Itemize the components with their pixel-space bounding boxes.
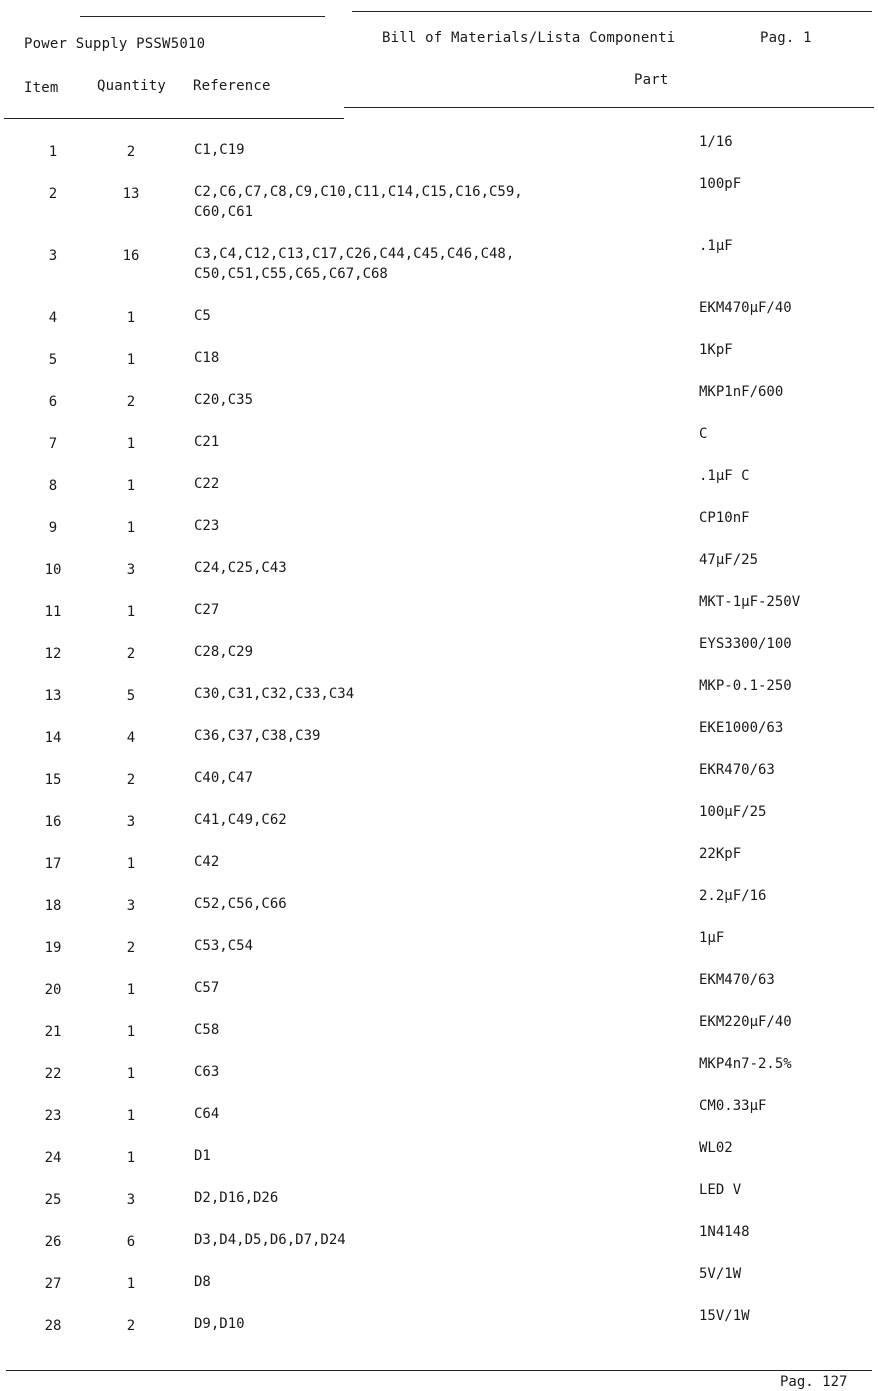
reference-line: C36,C37,C38,C39 (194, 728, 321, 744)
quantity: 3 (126, 1192, 136, 1208)
reference-designators (194, 852, 634, 872)
table-row (0, 162, 878, 224)
reference-designators (194, 244, 634, 284)
quantity: 1 (126, 310, 136, 326)
reference-designators (194, 1062, 634, 1082)
quantity: 1 (126, 436, 136, 452)
reference-designators (194, 894, 634, 914)
quantity: 5 (126, 688, 136, 704)
reference-designators (194, 1020, 634, 1040)
reference-line: C5 (194, 308, 211, 324)
quantity: 3 (126, 814, 136, 830)
table-row (0, 622, 878, 664)
quantity: 4 (126, 730, 136, 746)
column-header-part: Part (634, 72, 669, 88)
table-row (0, 1252, 878, 1294)
quantity: 1 (126, 352, 136, 368)
footer-rule (6, 1370, 872, 1371)
part-value: MKP-0.1-250 (699, 678, 792, 694)
item-number: 5 (48, 352, 58, 368)
reference-designators (194, 1272, 634, 1292)
reference-designators (194, 306, 634, 326)
reference-line: C18 (194, 350, 220, 366)
reference-line: D9,D10 (194, 1316, 245, 1332)
table-row (0, 748, 878, 790)
table-row (0, 664, 878, 706)
reference-line: C1,C19 (194, 142, 245, 158)
table-row (0, 790, 878, 832)
table-row (0, 958, 878, 1000)
quantity: 2 (126, 394, 136, 410)
part-value: EKM220µF/40 (699, 1014, 792, 1030)
reference-line: C58 (194, 1022, 220, 1038)
table-row (0, 328, 878, 370)
reference-designators (194, 182, 634, 222)
item-number: 14 (44, 730, 62, 746)
part-value: 100pF (699, 176, 742, 192)
item-number: 15 (44, 772, 62, 788)
table-row (0, 1210, 878, 1252)
reference-designators (194, 600, 634, 620)
reference-line: C30,C31,C32,C33,C34 (194, 686, 355, 702)
part-value: LED V (699, 1182, 742, 1198)
header-rule-right (344, 107, 874, 108)
part-value: 1KpF (699, 342, 733, 358)
reference-designators (194, 936, 634, 956)
table-row (0, 1168, 878, 1210)
item-number: 19 (44, 940, 62, 956)
item-number: 7 (48, 436, 58, 452)
table-row (0, 1294, 878, 1336)
reference-designators (194, 1104, 634, 1124)
item-number: 26 (44, 1234, 62, 1250)
quantity: 1 (126, 856, 136, 872)
reference-line: C28,C29 (194, 644, 254, 660)
table-row (0, 580, 878, 622)
item-number: 16 (44, 814, 62, 830)
table-row (0, 1000, 878, 1042)
item-number: 6 (48, 394, 58, 410)
reference-line-continued: C60,C61 (194, 204, 254, 220)
part-value: WL02 (699, 1140, 733, 1156)
quantity: 1 (126, 982, 136, 998)
header-rule-left (4, 118, 344, 119)
part-value: MKT-1µF-250V (699, 594, 801, 610)
reference-line: D3,D4,D5,D6,D7,D24 (194, 1232, 346, 1248)
reference-line: C42 (194, 854, 220, 870)
part-value: 15V/1W (699, 1308, 750, 1324)
part-value: MKP1nF/600 (699, 384, 784, 400)
reference-designators (194, 474, 634, 494)
table-row (0, 706, 878, 748)
item-number: 17 (44, 856, 62, 872)
quantity: 16 (122, 248, 140, 264)
item-number: 8 (48, 478, 58, 494)
quantity: 2 (126, 772, 136, 788)
reference-line: C64 (194, 1106, 220, 1122)
page-number-footer: Pag. 127 (780, 1374, 848, 1390)
item-number: 18 (44, 898, 62, 914)
document-title: Bill of Materials/Lista Componenti (382, 30, 676, 46)
reference-line: C40,C47 (194, 770, 254, 786)
reference-line: C22 (194, 476, 220, 492)
table-row (0, 120, 878, 162)
table-row (0, 496, 878, 538)
reference-line: C2,C6,C7,C8,C9,C10,C11,C14,C15,C16,C59, (194, 184, 523, 200)
item-number: 23 (44, 1108, 62, 1124)
part-value: .1µF (699, 238, 733, 254)
part-value: 22KpF (699, 846, 742, 862)
quantity: 2 (126, 144, 136, 160)
part-value: 47µF/25 (699, 552, 759, 568)
item-number: 12 (44, 646, 62, 662)
item-number: 20 (44, 982, 62, 998)
reference-line: C27 (194, 602, 220, 618)
reference-line: C21 (194, 434, 220, 450)
item-number: 9 (48, 520, 58, 536)
reference-line: C41,C49,C62 (194, 812, 287, 828)
reference-designators (194, 1188, 634, 1208)
reference-designators (194, 684, 634, 704)
part-value: 1µF (699, 930, 725, 946)
reference-line: C63 (194, 1064, 220, 1080)
table-row (0, 1042, 878, 1084)
item-number: 1 (48, 144, 58, 160)
part-value: CP10nF (699, 510, 750, 526)
part-value: EKM470µF/40 (699, 300, 792, 316)
quantity: 1 (126, 478, 136, 494)
table-row (0, 286, 878, 328)
column-header-reference: Reference (193, 78, 271, 94)
item-number: 2 (48, 186, 58, 202)
part-value: EYS3300/100 (699, 636, 792, 652)
reference-designators (194, 1230, 634, 1250)
reference-designators (194, 516, 634, 536)
part-value: 100µF/25 (699, 804, 767, 820)
part-value: .1µF C (699, 468, 750, 484)
reference-designators (194, 1314, 634, 1334)
item-number: 24 (44, 1150, 62, 1166)
item-number: 4 (48, 310, 58, 326)
reference-line: D2,D16,D26 (194, 1190, 279, 1206)
quantity: 1 (126, 1108, 136, 1124)
reference-line: C3,C4,C12,C13,C17,C26,C44,C45,C46,C48, (194, 246, 515, 262)
quantity: 1 (126, 520, 136, 536)
table-row (0, 412, 878, 454)
reference-line: C57 (194, 980, 220, 996)
quantity: 6 (126, 1234, 136, 1250)
item-number: 3 (48, 248, 58, 264)
quantity: 1 (126, 1024, 136, 1040)
item-number: 13 (44, 688, 62, 704)
quantity: 2 (126, 646, 136, 662)
quantity: 3 (126, 562, 136, 578)
reference-designators (194, 726, 634, 746)
table-row (0, 874, 878, 916)
reference-designators (194, 810, 634, 830)
reference-designators (194, 978, 634, 998)
table-row (0, 224, 878, 286)
part-value: 1/16 (699, 134, 733, 150)
reference-designators (194, 642, 634, 662)
reference-line: D8 (194, 1274, 211, 1290)
reference-designators (194, 1146, 634, 1166)
part-value: CM0.33µF (699, 1098, 767, 1114)
reference-designators (194, 390, 634, 410)
part-value: C (699, 426, 708, 442)
item-number: 28 (44, 1318, 62, 1334)
item-number: 21 (44, 1024, 62, 1040)
reference-line: C20,C35 (194, 392, 254, 408)
reference-line: C52,C56,C66 (194, 896, 287, 912)
item-number: 22 (44, 1066, 62, 1082)
reference-designators (194, 558, 634, 578)
table-row (0, 454, 878, 496)
quantity: 13 (122, 186, 140, 202)
part-value: MKP4n7-2.5% (699, 1056, 792, 1072)
quantity: 3 (126, 898, 136, 914)
reference-designators (194, 140, 634, 160)
part-value: 1N4148 (699, 1224, 750, 1240)
item-number: 27 (44, 1276, 62, 1292)
reference-line: C24,C25,C43 (194, 560, 287, 576)
column-header-item: Item (24, 80, 59, 96)
reference-designators (194, 768, 634, 788)
table-row (0, 916, 878, 958)
document-product-title: Power Supply PSSW5010 (24, 36, 206, 52)
reference-designators (194, 432, 634, 452)
part-value: EKR470/63 (699, 762, 775, 778)
reference-line: C53,C54 (194, 938, 254, 954)
part-value: EKM470/63 (699, 972, 775, 988)
reference-designators (194, 348, 634, 368)
table-row (0, 370, 878, 412)
part-value: 2.2µF/16 (699, 888, 767, 904)
quantity: 1 (126, 604, 136, 620)
bom-table (0, 120, 878, 1336)
table-row (0, 538, 878, 580)
table-row (0, 1126, 878, 1168)
part-value: EKE1000/63 (699, 720, 784, 736)
page-number-header: Pag. 1 (760, 30, 812, 46)
item-number: 11 (44, 604, 62, 620)
top-rule-right (352, 11, 872, 12)
table-row (0, 832, 878, 874)
reference-line: D1 (194, 1148, 211, 1164)
quantity: 1 (126, 1066, 136, 1082)
part-value: 5V/1W (699, 1266, 742, 1282)
quantity: 1 (126, 1150, 136, 1166)
reference-line: C23 (194, 518, 220, 534)
table-row (0, 1084, 878, 1126)
quantity: 1 (126, 1276, 136, 1292)
quantity: 2 (126, 940, 136, 956)
reference-line-continued: C50,C51,C55,C65,C67,C68 (194, 266, 388, 282)
item-number: 25 (44, 1192, 62, 1208)
column-header-quantity: Quantity (97, 78, 167, 94)
top-rule-left (80, 16, 325, 17)
item-number: 10 (44, 562, 62, 578)
quantity: 2 (126, 1318, 136, 1334)
